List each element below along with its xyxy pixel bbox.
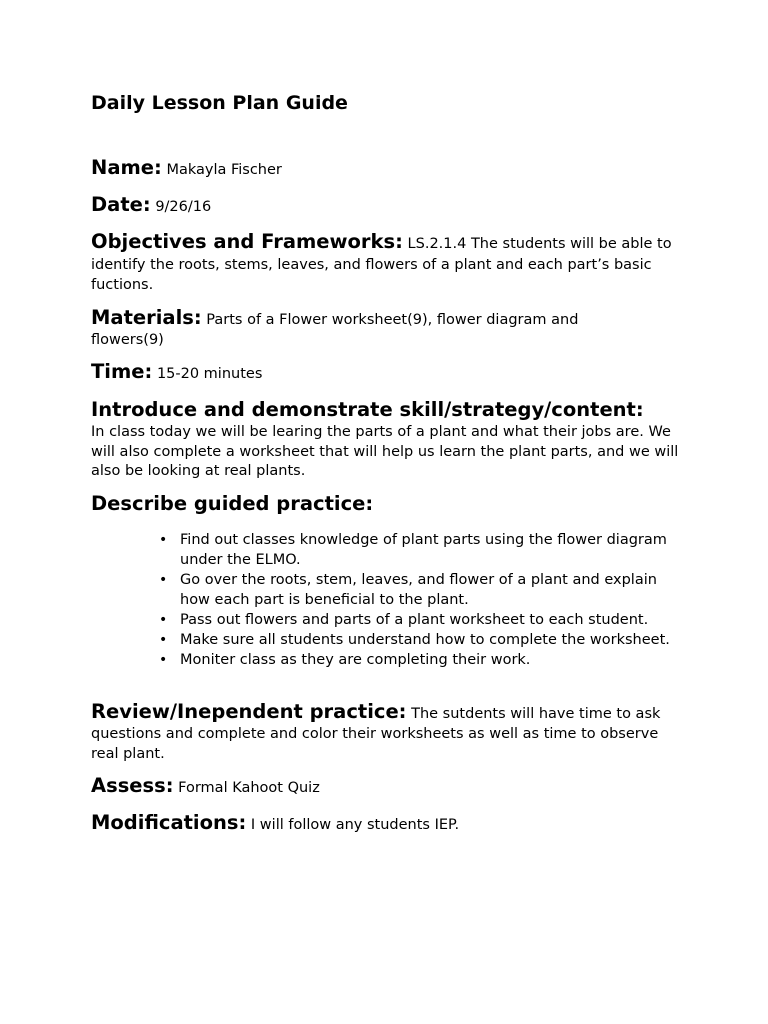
introduce-text: In class today we will be learing the parts of a plant and what their jobs are. We will also complete a worksheet that will help us learn the plant parts, and we will also be looking at real plants.	[91, 424, 679, 479]
name-label: Name:	[91, 156, 162, 179]
materials-value: Parts of a Flower worksheet(9), flower diagram and flowers(9)	[91, 312, 579, 348]
assess-value: Formal Kahoot Quiz	[178, 780, 320, 796]
introduce-heading: Introduce and demonstrate skill/strategy/content:	[91, 398, 644, 421]
list-item-text: Go over the roots, stem, leaves, and flower of a plant and explain how each part is beneficial to the plant.	[180, 572, 657, 608]
review-label: Review/Inependent practice:	[91, 700, 407, 723]
time-label: Time:	[91, 360, 153, 383]
assess-field	[91, 776, 683, 798]
list-item	[159, 570, 685, 610]
objectives-value: LS.2.1.4 The students will be able to identify the roots, stems, leaves, and flowers of a plant and each part’s basic fuctions.	[91, 236, 672, 293]
date-field	[91, 195, 683, 217]
time-field	[91, 362, 683, 384]
list-item-text: Moniter class as they are completing their work.	[180, 652, 531, 668]
guided-practice-heading: Describe guided practice:	[91, 492, 374, 515]
list-item	[159, 530, 685, 570]
guided-practice-list	[159, 530, 685, 670]
materials-label: Materials:	[91, 306, 202, 329]
document-title: Daily Lesson Plan Guide	[91, 92, 348, 114]
list-item-text: Pass out flowers and parts of a plant worksheet to each student.	[180, 612, 649, 628]
modifications-value: I will follow any students IEP.	[250, 817, 460, 833]
modifications-field	[91, 813, 683, 835]
time-value: 15-20 minutes	[156, 366, 263, 382]
materials-field	[91, 308, 606, 350]
bullet-icon: •	[159, 652, 168, 668]
list-item	[159, 630, 685, 650]
assess-label: Assess:	[91, 774, 174, 797]
bullet-icon: •	[159, 572, 168, 588]
name-field	[91, 158, 683, 180]
list-item	[159, 610, 700, 630]
date-value: 9/26/16	[155, 199, 212, 215]
list-item-text: Find out classes knowledge of plant parts using the flower diagram under the ELMO.	[180, 532, 667, 568]
modifications-label: Modifications:	[91, 811, 247, 834]
list-item-text: Make sure all students understand how to complete the worksheet.	[180, 632, 670, 648]
review-field	[91, 702, 683, 764]
date-label: Date:	[91, 193, 151, 216]
bullet-icon: •	[159, 612, 168, 628]
name-value: Makayla Fischer	[166, 162, 282, 178]
review-value: The sutdents will have time to ask questions and complete and color their worksheets as well as time to observe real plant.	[91, 706, 661, 762]
objectives-field	[91, 232, 683, 296]
list-item	[159, 650, 685, 670]
bullet-icon: •	[159, 532, 168, 548]
objectives-label: Objectives and Frameworks:	[91, 230, 403, 253]
bullet-icon: •	[159, 632, 168, 648]
